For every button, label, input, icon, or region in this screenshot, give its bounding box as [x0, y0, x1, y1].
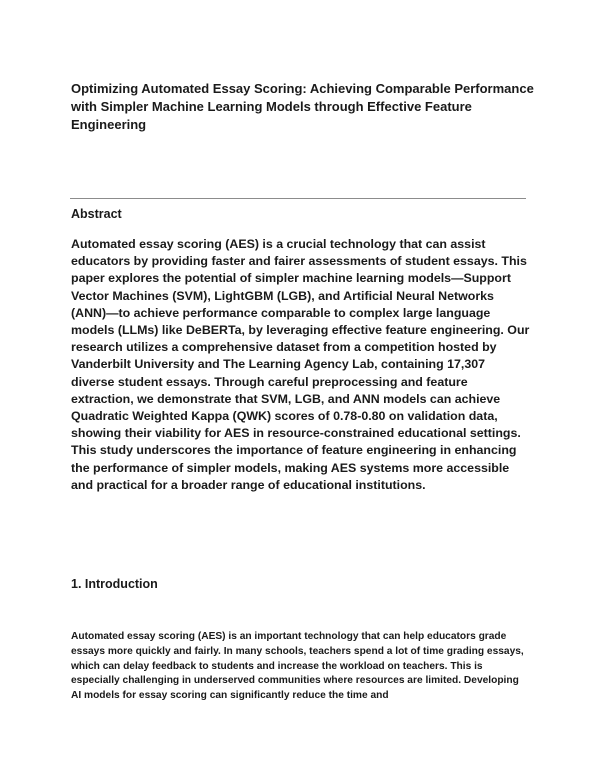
introduction-heading: 1. Introduction — [71, 577, 158, 591]
introduction-text: Automated essay scoring (AES) is an important technology that can help educators grade essays more quickly and fairly. In many schools, teachers spend a lot of time grading essays, which can delay feedback to students and increase the workload on teachers. This is especially challenging in underserved communities where resources are limited. Developing AI models for essay scoring can significantly reduce the time and — [71, 631, 524, 702]
title-divider — [70, 198, 526, 199]
paper-title: Optimizing Automated Essay Scoring: Achieving Comparable Performance with Simpler Machine Learning Models through Effective Feature Engineering — [71, 81, 534, 132]
abstract-text: Automated essay scoring (AES) is a crucial technology that can assist educators by providing faster and fairer assessments of student essays. This paper explores the potential of simpler machine learning models—Support Vector Machines (SVM), LightGBM (LGB), and Artificial Neural Networks (ANN)—to achieve performance comparable to complex large language models (LLMs) like DeBERTa, by leveraging effective feature engineering. Our research utilizes a comprehensive dataset from a competition hosted by Vanderbilt University and The Learning Agency Lab, containing 17,307 diverse student essays. Through careful preprocessing and feature extraction, we demonstrate that SVM, LGB, and ANN models can achieve Quadratic Weighted Kappa (QWK) scores of 0.78-0.80 on validation data, showing their viability for AES in resource-constrained educational settings. This study underscores the importance of feature engineering in enhancing the performance of simpler models, making AES systems more accessible and practical for a broader range of educational institutions. — [71, 237, 530, 492]
abstract-heading: Abstract — [71, 207, 122, 221]
